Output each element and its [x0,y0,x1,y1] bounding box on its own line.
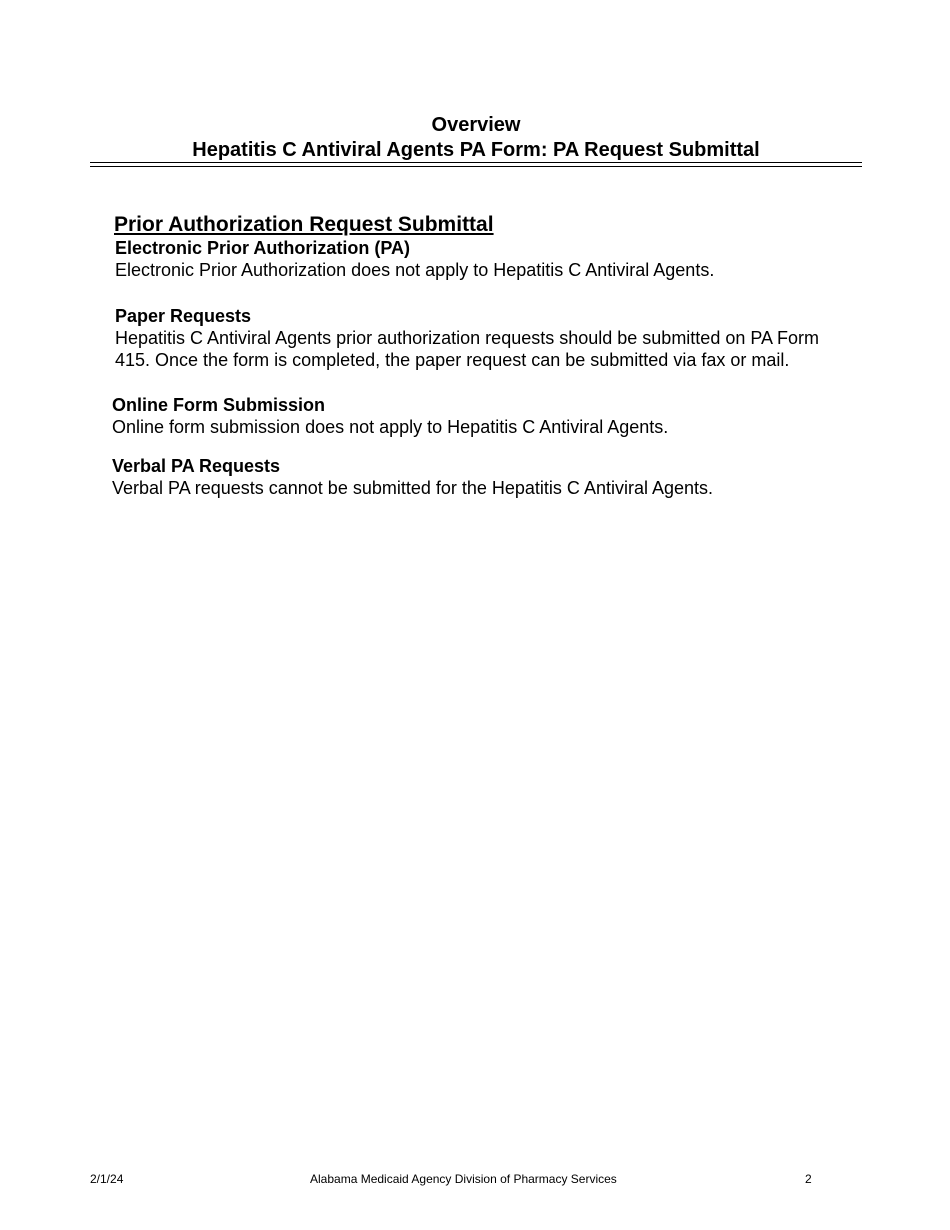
paper-requests-heading: Paper Requests [115,306,252,326]
verbal-pa-heading: Verbal PA Requests [112,456,281,476]
page-title: Hepatitis C Antiviral Agents PA Form: PA Request Submittal [192,139,760,161]
verbal-pa-text: Verbal PA requests cannot be submitted for the Hepatitis C Antiviral Agents. [112,478,714,498]
paper-requests-section [115,305,819,371]
header-double-rule [90,162,862,167]
page-header [90,113,862,163]
online-form-text: Online form submission does not apply to Hepatitis C Antiviral Agents. [112,417,669,437]
electronic-pa-heading: Electronic Prior Authorization (PA) [115,238,411,258]
electronic-pa-section [115,237,714,281]
online-form-heading: Online Form Submission [112,395,326,415]
footer-date: 2/1/24 [90,1172,124,1186]
footer-page-number: 2 [805,1172,812,1186]
paper-requests-text-line1: Hepatitis C Antiviral Agents prior authorization requests should be submitted on PA Form [115,328,820,348]
section-title: Prior Authorization Request Submittal [114,213,494,236]
page-title-overview: Overview [431,114,521,136]
electronic-pa-text: Electronic Prior Authorization does not apply to Hepatitis C Antiviral Agents. [115,260,715,280]
verbal-pa-section [112,455,713,499]
online-form-section [112,394,668,438]
paper-requests-text-line2: 415. Once the form is completed, the paper request can be submitted via fax or mail. [115,350,790,370]
footer-organization: Alabama Medicaid Agency Division of Pharmacy Services [310,1172,617,1186]
